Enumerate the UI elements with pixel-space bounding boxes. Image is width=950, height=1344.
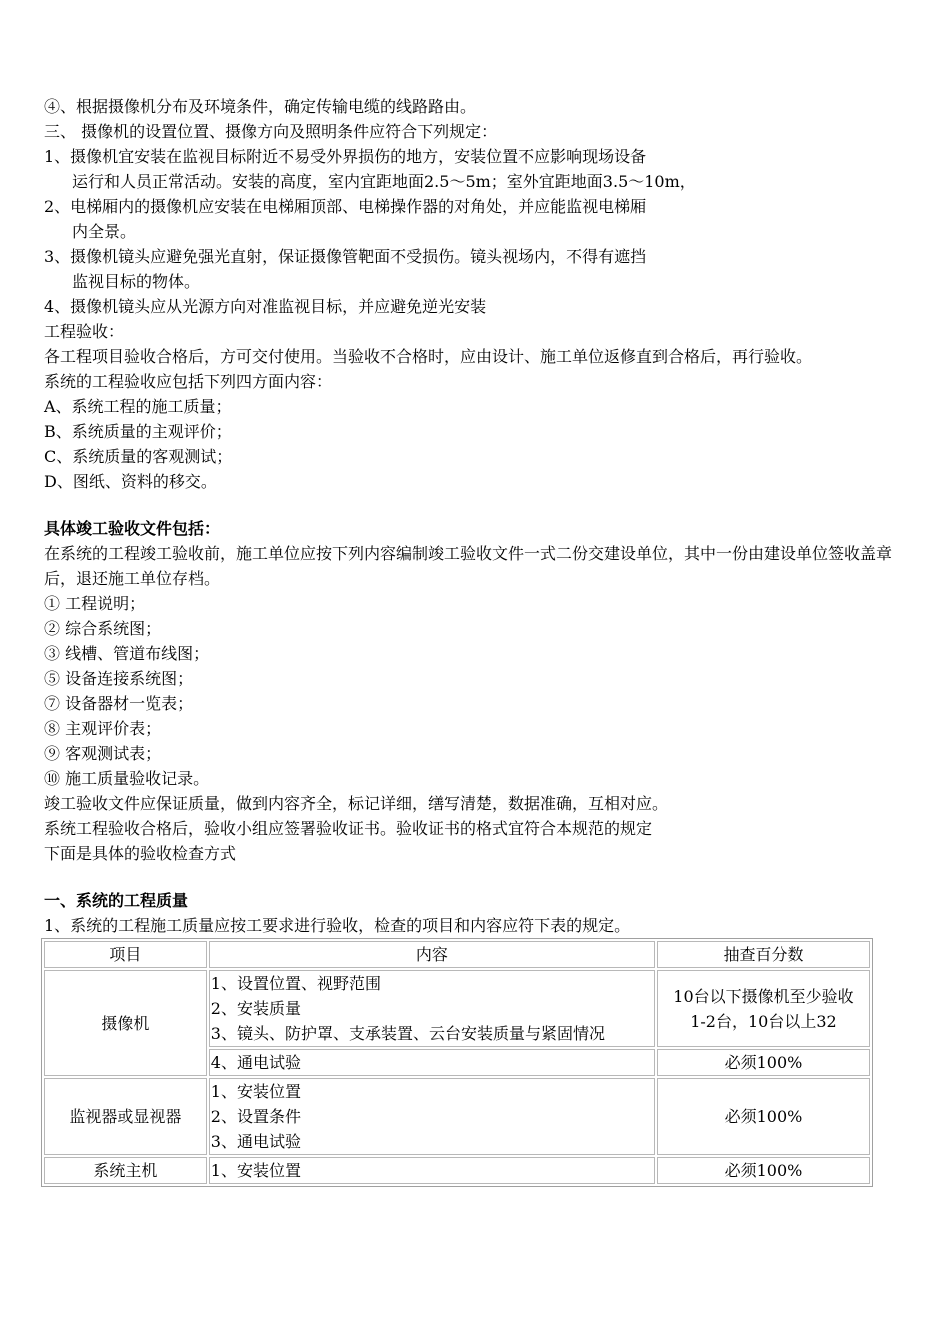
percentage-cell: 必须100% [657, 1157, 870, 1184]
text-line: 1、系统的工程施工质量应按工要求进行验收，检查的项目和内容应符下表的规定。 [44, 916, 631, 935]
text-line: 内全景。 [72, 222, 137, 241]
camera-placement-section [44, 94, 914, 319]
content-line: 1、设置位置、视野范围 [210, 974, 381, 993]
text-line: 2、电梯厢内的摄像机应安装在电梯厢顶部、电梯操作器的对角处，并应能监视电梯厢 [44, 197, 647, 216]
item-cell: 监视器或显视器 [44, 1078, 207, 1155]
list-item: ③ 线槽、管道布线图； [44, 644, 210, 663]
table-row [44, 1078, 870, 1155]
list-item: ⑧ 主观评价表； [44, 719, 162, 738]
inspection-table [41, 938, 873, 1187]
text-line: 竣工验收文件应保证质量，做到内容齐全，标记详细，缮写清楚，数据准确，互相对应。 [44, 794, 669, 813]
table-header-row [44, 941, 870, 968]
content-line: 3、镜头、防护罩、支承装置、云台安装质量与紧固情况 [210, 1024, 605, 1043]
text-line: 1、摄像机宜安装在监视目标附近不易受外界损伤的地方，安装位置不应影响现场设备 [44, 147, 647, 166]
list-item: C、系统质量的客观测试； [44, 447, 233, 466]
section-heading: 一、系统的工程质量 [44, 891, 189, 910]
table-row [44, 1157, 870, 1184]
list-item: ② 综合系统图； [44, 619, 162, 638]
list-item: ⑩ 施工质量验收记录。 [44, 769, 210, 788]
item-cell: 系统主机 [44, 1157, 207, 1184]
paragraph: 在系统的工程竣工验收前，施工单位应按下列内容编制竣工验收文件一式二份交建设单位，其中一份由建设单位签收盖章后，退还施工单位存档。 [44, 544, 893, 588]
column-header: 抽查百分数 [657, 941, 870, 968]
acceptance-section [44, 319, 914, 494]
list-item: D、图纸、资料的移交。 [44, 472, 217, 491]
document-page [44, 94, 914, 1187]
section-heading: 具体竣工验收文件包括： [44, 519, 221, 538]
text-line: 系统工程验收合格后，验收小组应签署验收证书。验收证书的格式宜符合本规范的规定 [44, 819, 653, 838]
text-line: 下面是具体的验收检查方式 [44, 844, 237, 863]
percentage-line: 1-2台，10台以上32 [690, 1011, 837, 1031]
text-line: 3、摄像机镜头应避免强光直射，保证摄像管靶面不受损伤。镜头视场内，不得有遮挡 [44, 247, 647, 266]
content-cell [209, 970, 655, 1047]
list-item: ⑨ 客观测试表； [44, 744, 162, 763]
percentage-cell: 必须100% [657, 1078, 870, 1155]
text-line: 三、 摄像机的设置位置、摄像方向及照明条件应符合下列规定： [44, 122, 498, 141]
percentage-cell [657, 970, 870, 1047]
list-item: ⑦ 设备器材一览表； [44, 694, 194, 713]
section-heading: 工程验收： [44, 322, 125, 341]
list-item: B、系统质量的主观评价； [44, 422, 232, 441]
percentage-line: 10台以下摄像机至少验收 [673, 986, 854, 1006]
content-line: 2、设置条件 [210, 1107, 301, 1126]
list-item: ⑤ 设备连接系统图； [44, 669, 194, 688]
text-line: 运行和人员正常活动。安装的高度，室内宜距地面2.5～5m；室外宜距地面3.5～10m， [72, 172, 696, 191]
table-row [44, 970, 870, 1047]
content-cell: 1、安装位置 [209, 1157, 655, 1184]
quality-section [44, 888, 914, 1187]
column-header: 项目 [44, 941, 207, 968]
percentage-cell: 必须100% [657, 1049, 870, 1076]
list-item: A、系统工程的施工质量； [44, 397, 232, 416]
column-header: 内容 [209, 941, 655, 968]
content-cell: 4、通电试验 [209, 1049, 655, 1076]
text-line: 系统的工程验收应包括下列四方面内容： [44, 372, 333, 391]
spacer [44, 866, 914, 888]
text-line: 4、摄像机镜头应从光源方向对准监视目标，并应避免逆光安装 [44, 297, 487, 316]
content-cell [209, 1078, 655, 1155]
content-line: 2、安装质量 [210, 999, 301, 1018]
spacer [44, 494, 914, 516]
content-line: 1、安装位置 [210, 1082, 301, 1101]
paragraph: 各工程项目验收合格后，方可交付使用。当验收不合格时，应由设计、施工单位返修直到合格后，再行验收。 [44, 347, 813, 366]
text-line: 监视目标的物体。 [72, 272, 201, 291]
content-line: 3、通电试验 [210, 1132, 301, 1151]
item-cell: 摄像机 [44, 970, 207, 1076]
list-item: ① 工程说明； [44, 594, 146, 613]
text-line: ④、根据摄像机分布及环境条件，确定传输电缆的线路路由。 [44, 97, 477, 116]
completion-docs-section [44, 516, 914, 866]
